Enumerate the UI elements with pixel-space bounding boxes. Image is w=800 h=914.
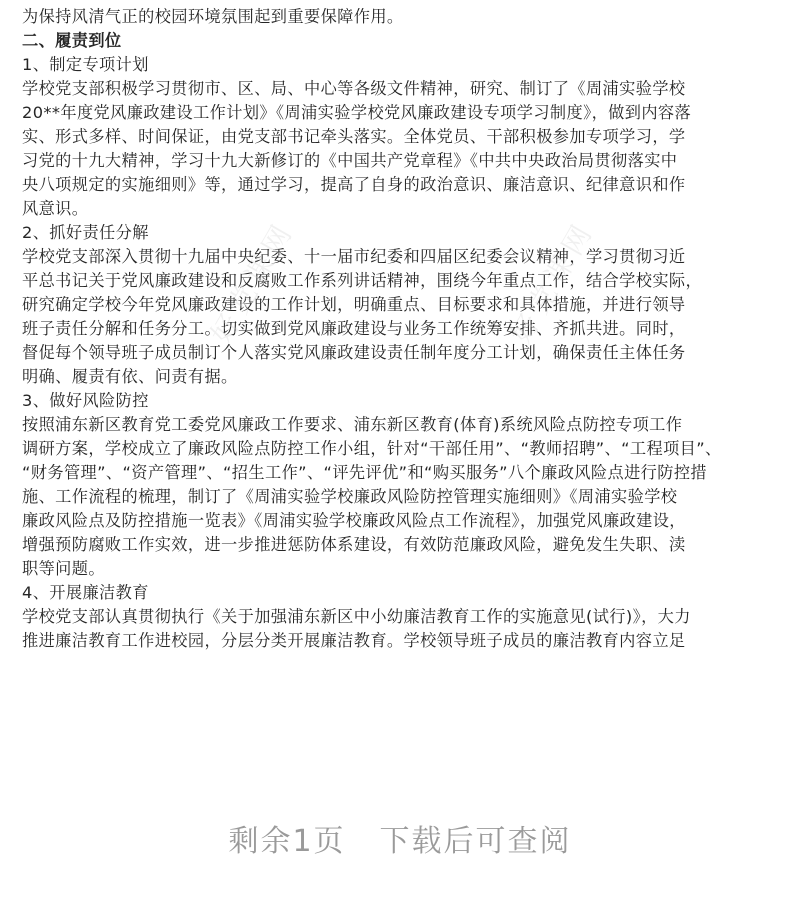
doc-line: 学校党支部积极学习贯彻市、区、局、中心等各级文件精神，研究、制订了《周浦实验学校 <box>22 79 686 98</box>
doc-line: 研究确定学校今年党风廉政建设的工作计划，明确重点、目标要求和具体措施，并进行领导 <box>22 295 686 314</box>
doc-line: 20**年度党风廉政建设工作计划》《周浦实验学校党风廉政建设专项学习制度》，做到内容落 <box>22 103 692 122</box>
watermark: 好党课网 <box>204 214 301 349</box>
doc-line: 督促每个领导班子成员制订个人落实党风廉政建设责任制年度分工计划，确保责任主体任务 <box>22 343 686 362</box>
document-body <box>22 0 778 653</box>
section-heading: 二、履责到位 <box>22 31 122 50</box>
subsection-heading: 4、开展廉洁教育 <box>22 583 149 602</box>
doc-line: 班子责任分解和任务分工。切实做到党风廉政建设与业务工作统筹安排、齐抓共进。同时， <box>22 319 686 338</box>
doc-line: 平总书记关于党风廉政建设和反腐败工作系列讲话精神，围绕今年重点工作，结合学校实际， <box>22 271 703 290</box>
download-prompt[interactable] <box>0 812 800 864</box>
subsection-heading: 3、做好风险防控 <box>22 391 149 410</box>
doc-line: 习党的十九大精神，学习十九大新修订的《中国共产党章程》《中共中央政治局贯彻落实中 <box>22 151 678 170</box>
watermark: 好党课网 <box>504 214 601 349</box>
doc-line: 央八项规定的实施细则》等，通过学习，提高了自身的政治意识、廉洁意识、纪律意识和作 <box>22 175 686 194</box>
doc-line: 学校党支部认真贯彻执行《关于加强浦东新区中小幼廉洁教育工作的实施意见(试行)》，大力 <box>22 607 691 626</box>
subsection-heading: 2、抓好责任分解 <box>22 223 149 242</box>
doc-line: 风意识。 <box>22 199 89 218</box>
remaining-pages-label: 剩余1页 <box>228 824 346 859</box>
doc-line: 施、工作流程的梳理，制订了《周浦实验学校廉政风险防控管理实施细则》《周浦实验学校 <box>22 487 678 506</box>
download-prompt-text[interactable] <box>228 816 571 860</box>
doc-line: 增强预防腐败工作实效，进一步推进惩防体系建设，有效防范廉政风险，避免发生失职、渎 <box>22 535 686 554</box>
doc-line: 职等问题。 <box>22 559 105 578</box>
download-to-view-label: 下载后可查阅 <box>379 824 572 859</box>
subsection-heading: 1、制定专项计划 <box>22 55 149 74</box>
doc-line: 推进廉洁教育工作进校园，分层分类开展廉洁教育。学校领导班子成员的廉洁教育内容立足 <box>22 631 686 650</box>
doc-line: 实、形式多样、时间保证，由党支部书记牵头落实。全体党员、干部积极参加专项学习，学 <box>22 127 686 146</box>
doc-line: 调研方案，学校成立了廉政风险点防控工作小组，针对“干部任用”、“教师招聘”、“工程项目”、 <box>22 439 722 458</box>
doc-line: 明确、履责有依、问责有据。 <box>22 367 238 386</box>
doc-line: 为保持风清气正的校园环境氛围起到重要保障作用。 <box>22 7 404 26</box>
doc-line: “财务管理”、“资产管理”、“招生工作”、“评先评优”和“购买服务”八个廉政风险点进行防控措 <box>22 463 708 482</box>
doc-line: 学校党支部深入贯彻十九届中央纪委、十一届市纪委和四届区纪委会议精神，学习贯彻习近 <box>22 247 686 266</box>
doc-line: 廉政风险点及防控措施一览表》《周浦实验学校廉政风险点工作流程》，加强党风廉政建设， <box>22 511 686 530</box>
doc-line: 按照浦东新区教育党工委党风廉政工作要求、浦东新区教育(体育)系统风险点防控专项工作 <box>22 415 683 434</box>
